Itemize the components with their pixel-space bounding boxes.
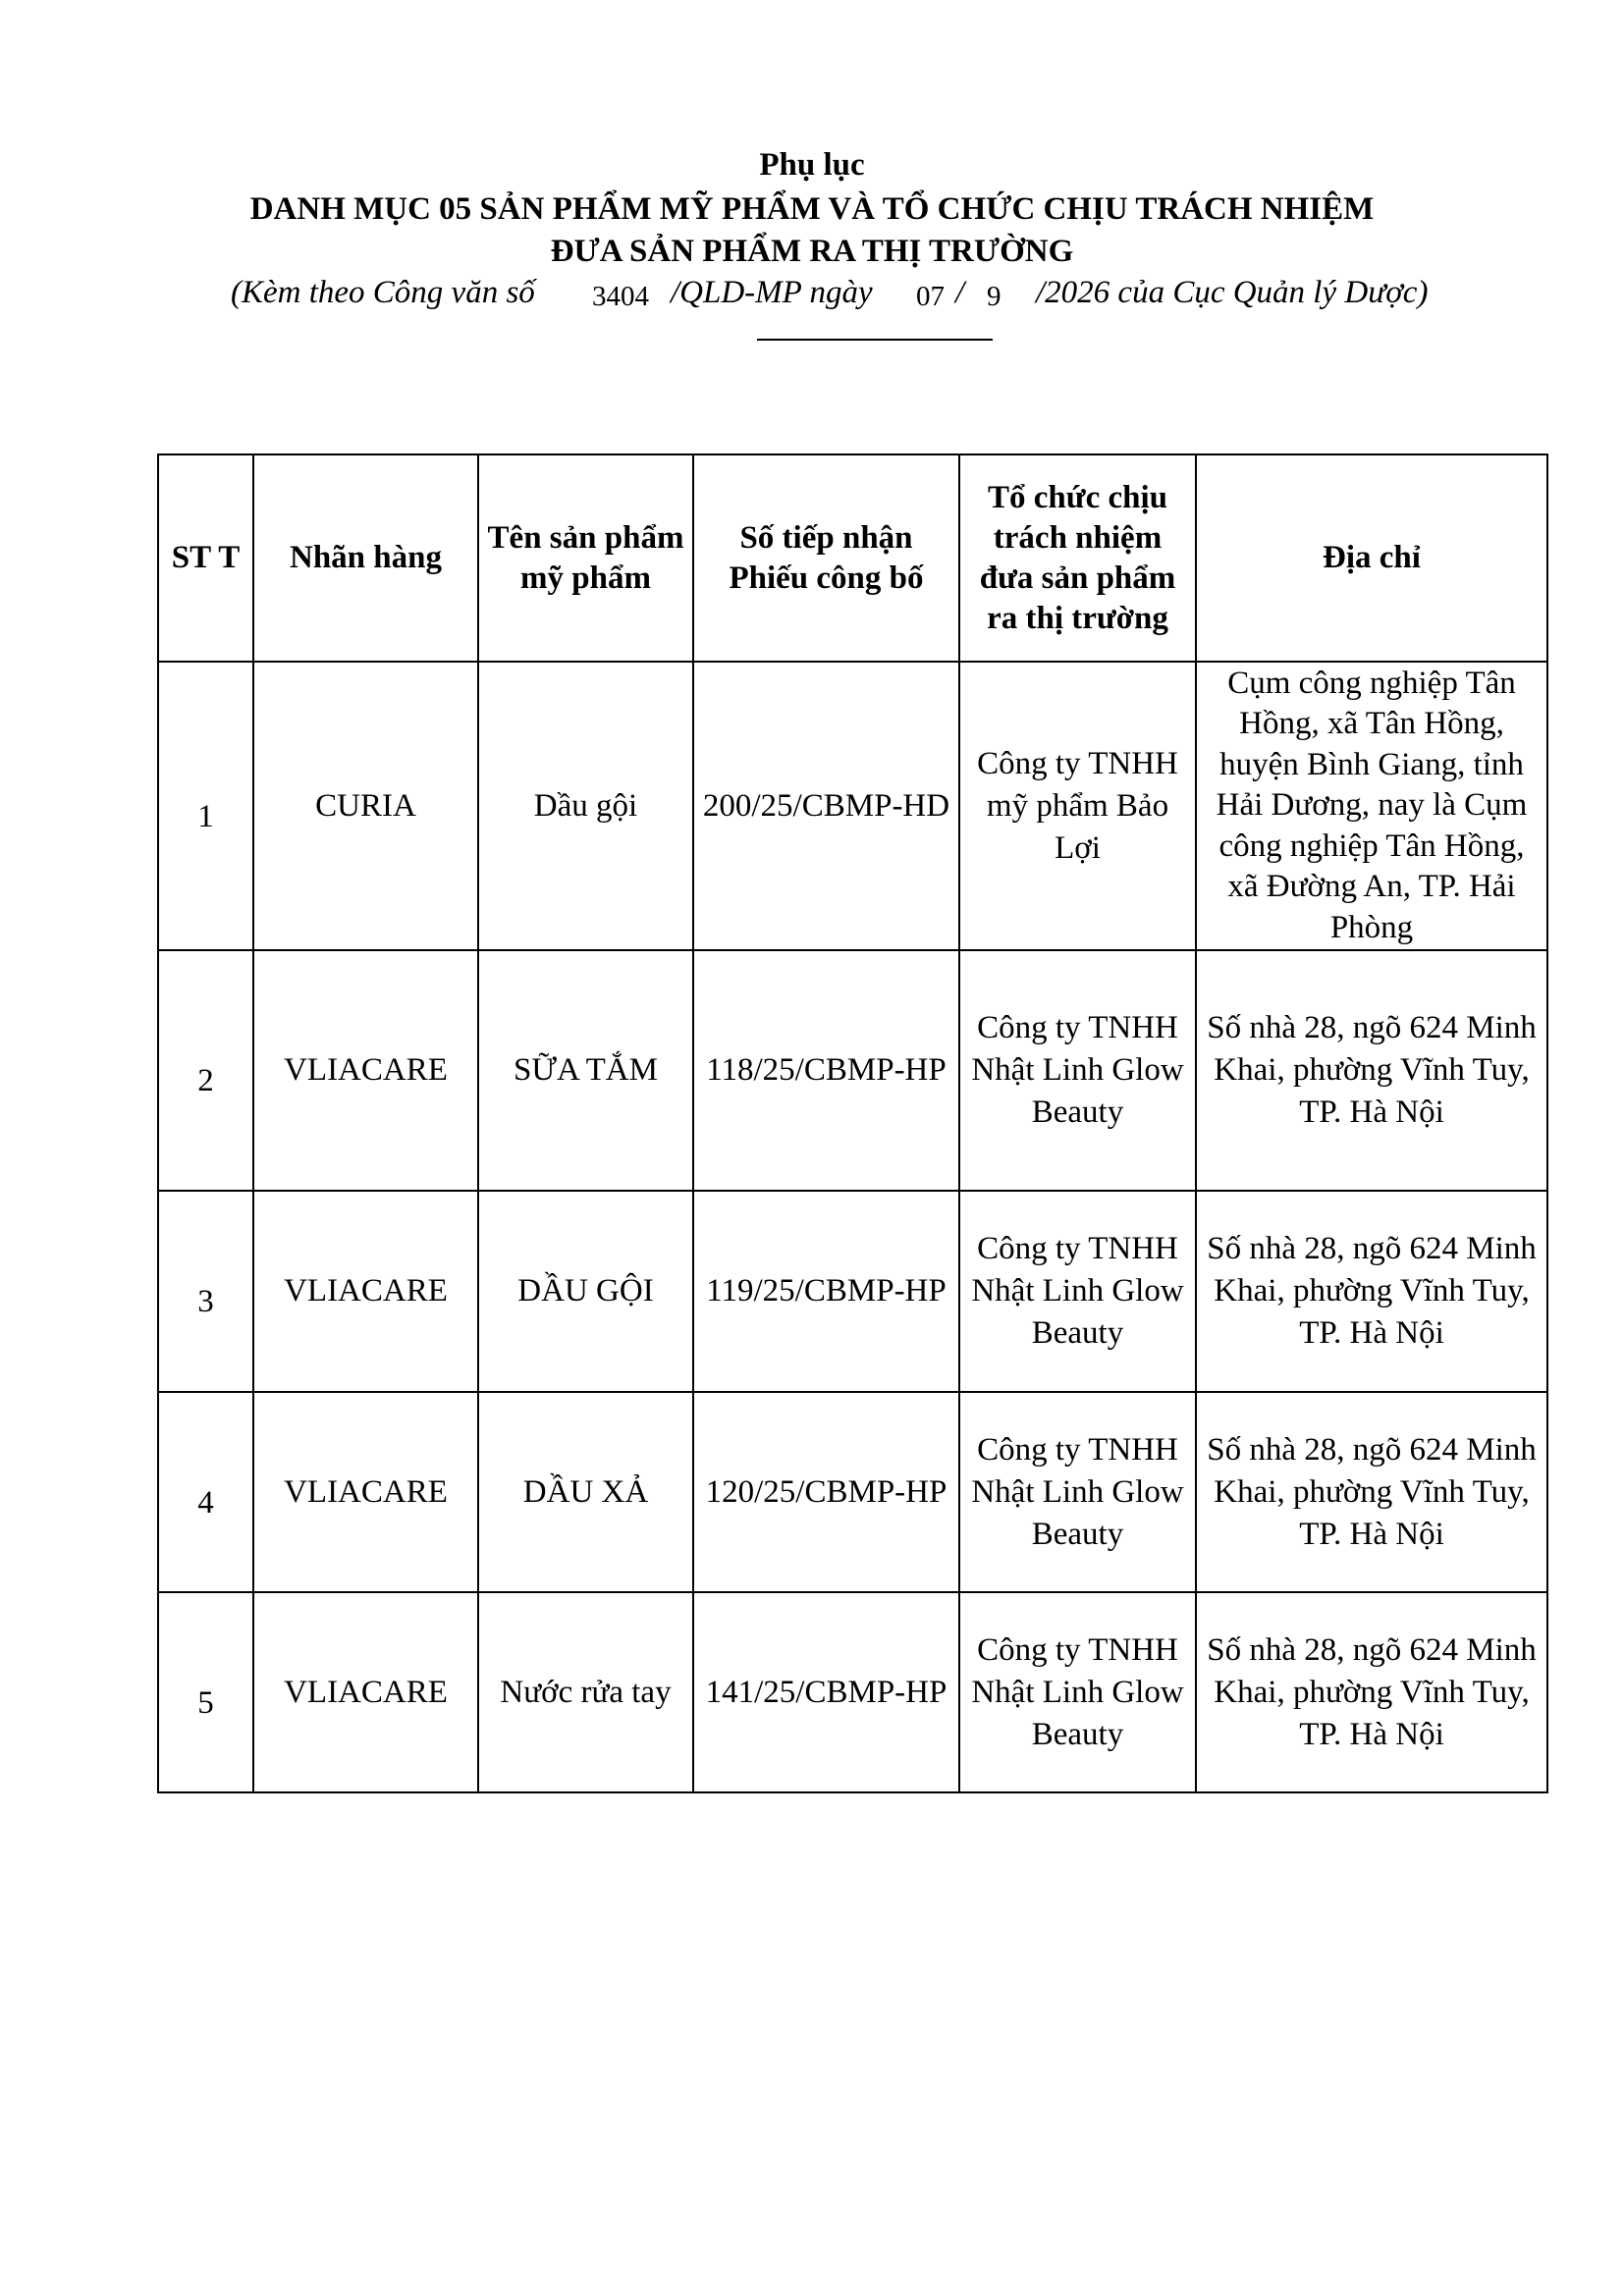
dispatch-reference-suffix: /2026 của Cục Quản lý Dược)	[1036, 275, 1429, 310]
cell-brand: CURIA	[253, 662, 478, 950]
cell-address: Số nhà 28, ngõ 624 Minh Khai, phường Vĩnh Tuy, TP. Hà Nội	[1196, 950, 1547, 1191]
cell-receipt-number: 119/25/CBMP-HP	[693, 1191, 959, 1392]
cell-product: SỮA TẮM	[478, 950, 693, 1191]
cell-stt: 5	[158, 1592, 253, 1792]
table-row	[158, 662, 1547, 950]
dispatch-number: 3404	[592, 281, 649, 312]
cell-receipt-number: 141/25/CBMP-HP	[693, 1592, 959, 1792]
column-header-product: Tên sản phẩm mỹ phẩm	[478, 454, 693, 662]
appendix-label: Phụ lục	[759, 147, 865, 183]
document-title-line-2: ĐƯA SẢN PHẨM RA THỊ TRƯỜNG	[550, 234, 1074, 269]
dispatch-day: 07	[916, 281, 945, 312]
column-header-stt: ST T	[158, 454, 253, 662]
cell-product: DẦU GỘI	[478, 1191, 693, 1392]
cell-address: Số nhà 28, ngõ 624 Minh Khai, phường Vĩnh Tuy, TP. Hà Nội	[1196, 1191, 1547, 1392]
cell-receipt-number: 200/25/CBMP-HD	[693, 662, 959, 950]
column-header-brand: Nhãn hàng	[253, 454, 478, 662]
cell-product: Dầu gội	[478, 662, 693, 950]
cell-brand: VLIACARE	[253, 1191, 478, 1392]
date-separator: /	[955, 275, 965, 310]
document-title-line-1: DANH MỤC 05 SẢN PHẨM MỸ PHẨM VÀ TỔ CHỨC CHỊU TRÁCH NHIỆM	[249, 191, 1375, 227]
column-header-receipt-number: Số tiếp nhận Phiếu công bố	[693, 454, 959, 662]
cell-receipt-number: 120/25/CBMP-HP	[693, 1392, 959, 1592]
cell-stt: 2	[158, 950, 253, 1191]
dispatch-reference	[0, 275, 1624, 318]
cell-brand: VLIACARE	[253, 950, 478, 1191]
cell-organization: Công ty TNHH Nhật Linh Glow Beauty	[959, 950, 1196, 1191]
cell-stt: 1	[158, 662, 253, 950]
cell-organization: Công ty TNHH Nhật Linh Glow Beauty	[959, 1392, 1196, 1592]
dispatch-reference-middle: /QLD-MP ngày	[671, 275, 873, 310]
product-table	[157, 454, 1548, 1793]
table-row	[158, 950, 1547, 1191]
cell-receipt-number: 118/25/CBMP-HP	[693, 950, 959, 1191]
header-divider	[757, 339, 993, 341]
cell-address: Cụm công nghiệp Tân Hồng, xã Tân Hồng, huyện Bình Giang, tỉnh Hải Dương, nay là Cụm công nghiệp Tân Hồng, xã Đường An, TP. Hải Phòng	[1196, 662, 1547, 950]
cell-brand: VLIACARE	[253, 1392, 478, 1592]
table-header-row	[158, 454, 1547, 662]
cell-address: Số nhà 28, ngõ 624 Minh Khai, phường Vĩnh Tuy, TP. Hà Nội	[1196, 1392, 1547, 1592]
cell-address: Số nhà 28, ngõ 624 Minh Khai, phường Vĩnh Tuy, TP. Hà Nội	[1196, 1592, 1547, 1792]
cell-stt: 3	[158, 1191, 253, 1392]
cell-stt: 4	[158, 1392, 253, 1592]
table-row	[158, 1392, 1547, 1592]
cell-organization: Công ty TNHH Nhật Linh Glow Beauty	[959, 1191, 1196, 1392]
cell-product: DẦU XẢ	[478, 1392, 693, 1592]
cell-brand: VLIACARE	[253, 1592, 478, 1792]
table-row	[158, 1592, 1547, 1792]
column-header-organization: Tổ chức chịu trách nhiệm đưa sản phẩm ra thị trường	[959, 454, 1196, 662]
dispatch-month: 9	[987, 281, 1001, 312]
table-row	[158, 1191, 1547, 1392]
cell-organization: Công ty TNHH mỹ phẩm Bảo Lợi	[959, 662, 1196, 950]
dispatch-reference-prefix: (Kèm theo Công văn số	[231, 275, 535, 310]
cell-product: Nước rửa tay	[478, 1592, 693, 1792]
cell-organization: Công ty TNHH Nhật Linh Glow Beauty	[959, 1592, 1196, 1792]
column-header-address: Địa chỉ	[1196, 454, 1547, 662]
